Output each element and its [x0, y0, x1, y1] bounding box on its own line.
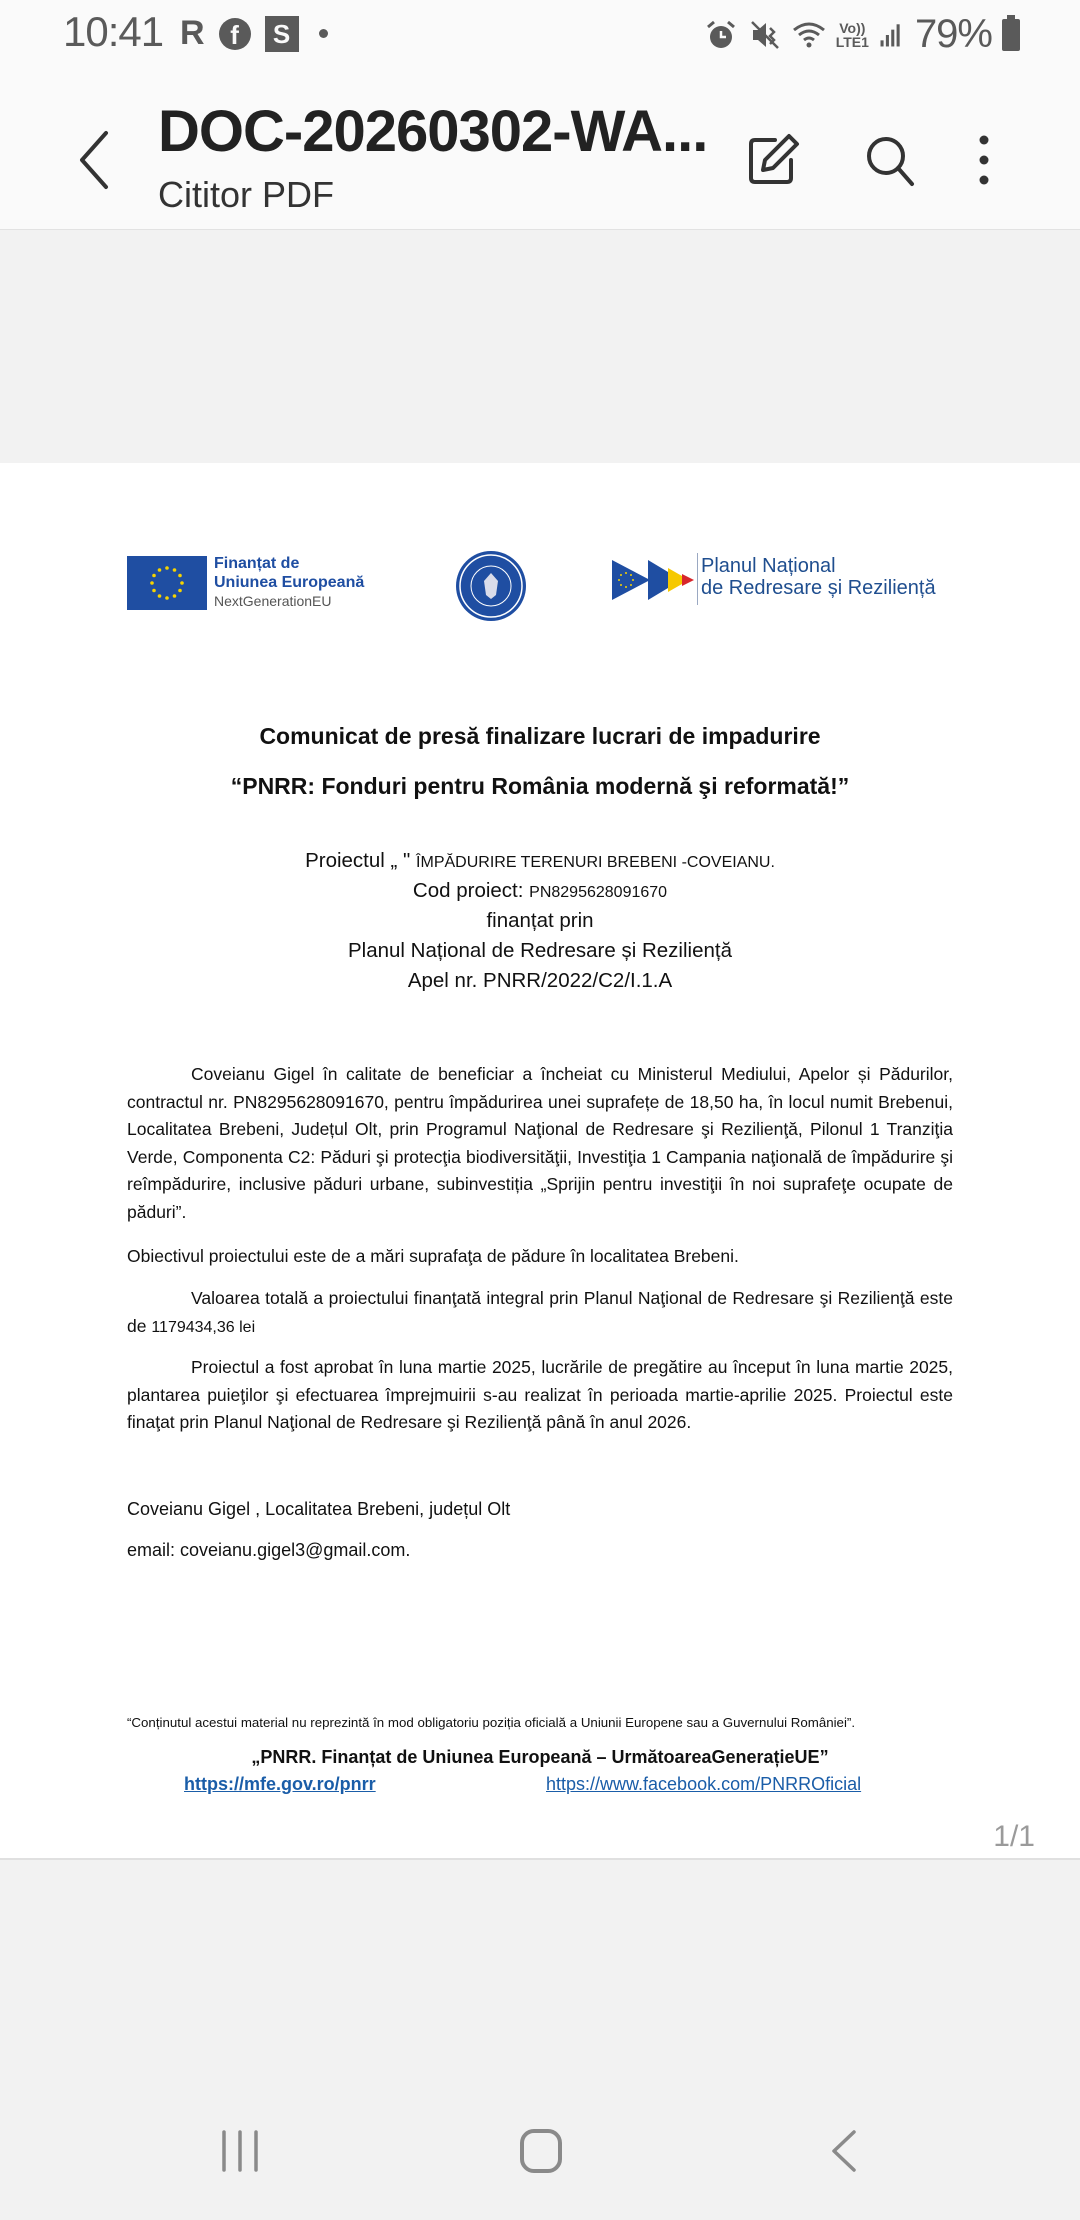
value-text: Valoarea totală a proiectului finanţată integral prin Planul Naţional de Redresare şi Rezilienţă este de: [127, 1288, 953, 1336]
volte-label: Vo)): [839, 19, 866, 36]
mute-vibrate-icon: [748, 18, 782, 52]
romanian-government-seal-icon: [456, 551, 526, 621]
eu-logo-line2: Uniunea Europeană: [214, 574, 365, 591]
search-icon[interactable]: [862, 132, 918, 188]
mfe-link[interactable]: https://mfe.gov.ro/pnrr: [184, 1774, 376, 1794]
project-code-line: [0, 879, 1080, 903]
notification-icons: [180, 14, 328, 53]
edit-icon[interactable]: [745, 132, 801, 188]
pnrr-logo-line1: Planul Național: [701, 555, 836, 577]
project-code-label: Cod proiect:: [412, 879, 524, 902]
alarm-icon: [704, 18, 738, 52]
back-button[interactable]: [70, 125, 120, 195]
eu-logo-line3: NextGenerationEU: [214, 593, 332, 609]
disclaimer-text: “Conținutul acestui material nu reprezintă în mod obligatoriu poziția oficială a Uniunii Europene sau a Guvernului României”.: [127, 1715, 856, 1730]
project-code-value: PN8295628091670: [529, 884, 668, 901]
pnrr-logo-divider: [697, 553, 698, 605]
navigation-bar: [0, 2080, 1080, 2220]
project-prefix: Proiectul „ ": [305, 849, 411, 872]
dot-icon: [319, 29, 328, 38]
signal-bars-icon: [879, 18, 905, 52]
r-app-icon: R: [180, 14, 205, 52]
financed-by-line: finanțat prin: [486, 909, 594, 932]
status-time: 10:41: [63, 8, 164, 55]
paragraph-timeline: Proiectul a fost aprobat în luna martie 2025, lucrările de pregătire au început în luna martie 2025, plantarea puieţilor şi efectuarea împrejmuirii s-au realizat în perioada martie-aprilie 2025. Proiectul este finaţat prin Planul Naţional de Redresare şi Rezilienţă până în anul 2026.: [127, 1357, 953, 1432]
wifi-icon: [792, 18, 826, 52]
project-name-line: [0, 849, 1080, 873]
eu-flag-icon: [127, 556, 207, 610]
contact-line: Coveianu Gigel , Localitatea Brebeni, județul Olt: [127, 1499, 511, 1519]
pnrr-logo-icon: [612, 556, 702, 604]
recent-apps-icon[interactable]: [215, 2128, 265, 2174]
pnrr-logo-line2: de Redresare și Reziliență: [701, 577, 936, 599]
status-bar: [0, 0, 1080, 70]
project-name: ÎMPĂDURIRE TERENURI BREBENI -COVEIANU.: [416, 854, 775, 871]
battery-icon: [1002, 19, 1020, 51]
project-value: 1179434,36 lei: [151, 1318, 256, 1336]
email-line: email: coveianu.gigel3@gmail.com.: [127, 1540, 411, 1560]
system-icons: [704, 12, 1020, 57]
s-app-icon: S: [265, 16, 299, 52]
page-indicator: 1/1: [993, 1820, 1035, 1853]
paragraph-value: [127, 1285, 953, 1341]
pnrr-logo-text: [701, 555, 936, 599]
eu-logo-line1: Finanțat de: [214, 555, 300, 572]
more-options-icon[interactable]: [970, 132, 998, 188]
program-line: Planul Național de Redresare și Reziliență: [347, 939, 732, 962]
app-bar: [0, 70, 1080, 230]
pnrr-slogan-heading: “PNRR: Fonduri pentru România modernă şi reformată!”: [230, 773, 850, 799]
back-icon[interactable]: [826, 2128, 862, 2174]
press-release-heading: Comunicat de presă finalizare lucrari de impadurire: [259, 723, 821, 749]
eu-funding-logo-text: [214, 554, 364, 610]
paragraph-objective: Obiectivul proiectului este de a mări suprafaţa de pădure în localitatea Brebeni.: [127, 1246, 739, 1266]
app-subtitle: Cititor PDF: [158, 174, 335, 215]
battery-percent: 79%: [914, 12, 992, 56]
pdf-page[interactable]: [0, 463, 1080, 1860]
lte-label: LTE1: [835, 33, 869, 50]
facebook-link[interactable]: https://www.facebook.com/PNRROficial: [546, 1774, 862, 1794]
paragraph-contract: Coveianu Gigel în calitate de beneficiar a încheiat cu Ministerul Mediului, Apelor și Pădurilor, contractul nr. PN8295628091670, pentru împădurirea unei suprafețe de 18,50 ha, în locul numit Brebenui, Localitatea Brebeni, Județul Olt, prin Programul Naţional de Redresare şi Rezilienţă, Pilonul 1 Tranziţia Verde, Componenta C2: Păduri şi protecţia biodiversităţii, Investiţia 1 Campania naţională de împădurire şi reîmpădurire, inclusive păduri urbane, subinvestiția „Sprijin pentru investiţii în noi suprafeţe ocupate de păduri”.: [127, 1064, 953, 1222]
home-icon[interactable]: [518, 2128, 564, 2174]
footer-slogan: „PNRR. Finanțat de Uniunea Europeană – UrmătoareaGenerațieUE”: [251, 1747, 829, 1767]
call-number-line: Apel nr. PNRR/2022/C2/I.1.A: [407, 969, 673, 992]
document-title: DOC-20260302-WA...: [158, 99, 708, 164]
facebook-icon: f: [219, 18, 251, 50]
lte-signal-icon: [836, 21, 869, 49]
